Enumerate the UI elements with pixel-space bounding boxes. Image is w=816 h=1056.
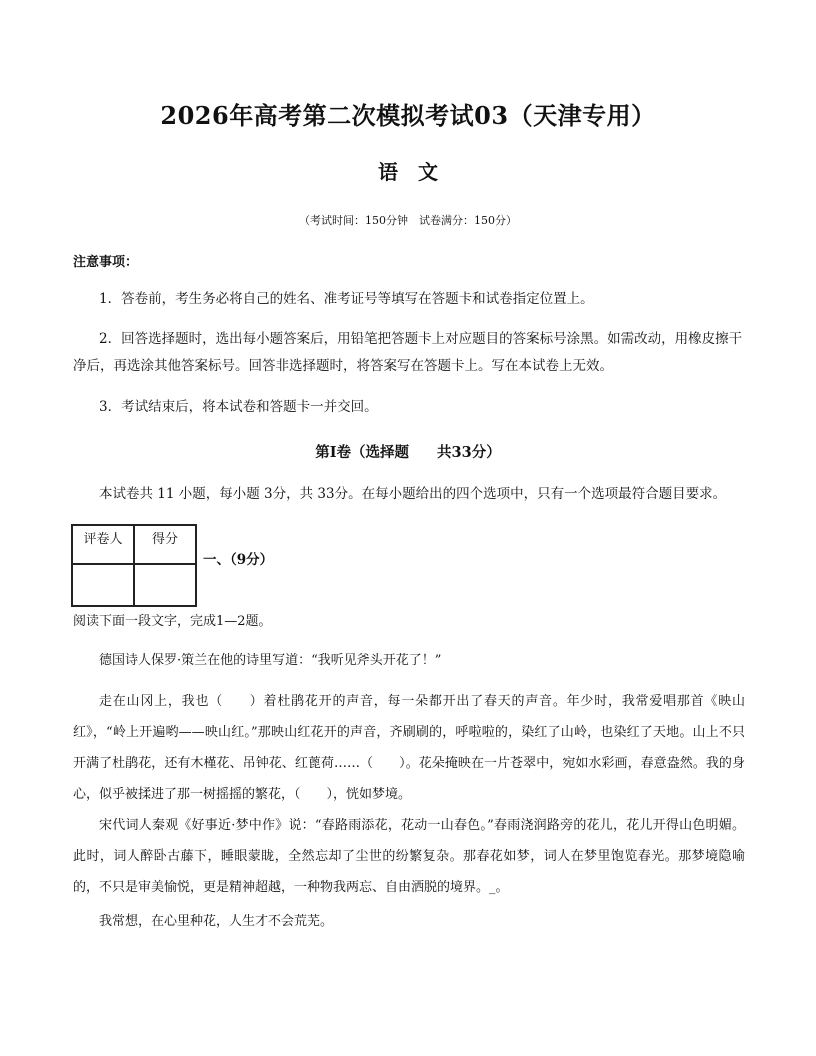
notice-heading: 注意事项： bbox=[73, 255, 139, 270]
passage-paragraph-1: 德国诗人保罗·策兰在他的诗里写道：“我听见斧头开花了！” bbox=[99, 653, 442, 668]
score-table-cell-grader bbox=[72, 564, 134, 606]
passage-p2-part-d: ），恍如梦境。 bbox=[326, 787, 412, 802]
passage-paragraph-4: 我常想，在心里种花，人生才不会荒芜。 bbox=[99, 914, 334, 929]
score-table-header-score: 得分 bbox=[134, 525, 196, 564]
score-table-header-grader: 评卷人 bbox=[72, 525, 134, 564]
score-table bbox=[71, 524, 197, 607]
passage-paragraph-3: 宋代词人秦观《好事近·梦中作》说：“春路雨添花，花动一山春色。”春雨浇润路旁的花儿，花儿开得山色明媚。此时，词人醉卧古藤下，睡眼蒙眬，全然忘却了尘世的纷繁复杂。那春花如梦，词人在梦里饱览春光。那梦境隐喻的，不只是审美愉悦，更是精神超越，一种物我两忘、自由洒脱的境界。_。 bbox=[73, 818, 745, 895]
section-intro: 本试卷共 11 小题，每小题 3分，共 33分。在每小题给出的四个选项中，只有一个选项最符合题目要求。 bbox=[99, 486, 727, 502]
score-table-cell-score bbox=[134, 564, 196, 606]
exam-info: （考试时间：150分钟 试卷满分：150分） bbox=[299, 214, 517, 227]
section-heading-right: 共33分） bbox=[437, 444, 501, 461]
passage-p2-part-b: ）着杜鹃花开的声音，每一朵都开出了春天的声音。年少时，我常爱唱那首《映山红》，“岭上开遍哟——映山红。”那映山红花开的声音，齐刷刷的，呼啦啦的，染红了山岭，也染红了天地。山上不只开满了杜鹃花，还有木槿花、吊钟花、红蓖荷……（ bbox=[73, 694, 745, 771]
reading-instruction: 阅读下面一段文字，完成1—2题。 bbox=[73, 614, 272, 629]
notice-item-1: 1．答卷前，考生务必将自己的姓名、准考证号等填写在答题卡和试卷指定位置上。 bbox=[99, 291, 594, 307]
notice-item-2: 2．回答选择题时，选出每小题答案后，用铅笔把答题卡上对应题目的答案标号涂黑。如需改动，用橡皮擦干净后，再选涂其他答案标号。回答非选择题时，将答案写在答题卡上。写在本试卷上无效。 bbox=[73, 331, 743, 374]
part-label: 一、（9分） bbox=[203, 552, 274, 568]
notice-item-3: 3．考试结束后，将本试卷和答题卡一并交回。 bbox=[99, 399, 378, 415]
section-heading bbox=[0, 441, 816, 462]
exam-title: 2026年高考第二次模拟考试03（天津专用） bbox=[160, 101, 656, 130]
passage-p2-part-a: 走在山冈上，我也（ bbox=[99, 694, 223, 709]
passage-paragraph-2 bbox=[73, 686, 745, 810]
subject-title: 语 文 bbox=[378, 160, 438, 184]
passage-p2-part-c: ）。花朵掩映在一片苍翠中，宛如水彩画，春意盎然。我的身心，似乎被揉进了那一树摇摇的繁花，（ bbox=[73, 756, 745, 802]
section-heading-left: 第Ⅰ卷（选择题 bbox=[315, 444, 410, 461]
